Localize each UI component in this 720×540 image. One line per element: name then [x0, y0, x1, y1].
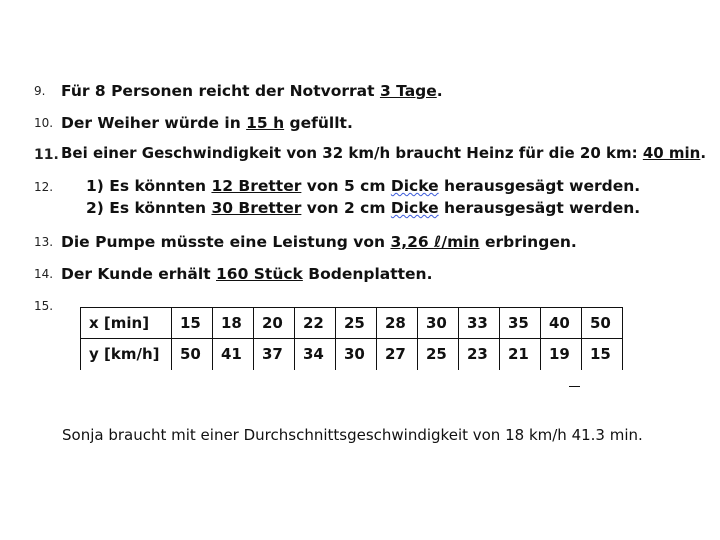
table-row-y [81, 339, 623, 370]
answer-text: herausgesägt werden. [438, 199, 641, 217]
answer-text: Der Weiher würde in [61, 114, 247, 132]
table-cell: 22 [295, 308, 336, 339]
answer-text: von 2 cm [301, 199, 391, 217]
table-cell: 15 [172, 308, 213, 339]
table-cell: 21 [500, 339, 541, 370]
answer-text: erbringen. [479, 233, 577, 251]
table-cell: 18 [213, 308, 254, 339]
answer-text: Der Kunde erhält [61, 265, 216, 283]
table-header-x: x [min] [81, 308, 172, 339]
answer-10 [61, 113, 353, 133]
answer-text: gefüllt. [284, 114, 353, 132]
table-cell: 35 [500, 308, 541, 339]
table-cell: 23 [459, 339, 500, 370]
item-number: 14. [34, 267, 54, 281]
table-cell: 50 [172, 339, 213, 370]
table-cell: 40 [541, 308, 582, 339]
answer-12-line-1 [86, 176, 640, 196]
answer-result: 3,26 ℓ/min [390, 233, 480, 251]
spellcheck-word: Dicke [390, 177, 439, 195]
answer-result: 15 h [246, 114, 285, 132]
item-number: 9. [34, 84, 46, 98]
table-header-y: y [km/h] [81, 339, 172, 370]
answer-text: herausgesägt werden. [438, 177, 641, 195]
answer-13 [61, 232, 577, 252]
answer-11 [61, 143, 706, 163]
answer-text: Die Pumpe müsste eine Leistung von [61, 233, 391, 251]
answer-12-line-2 [86, 198, 640, 218]
answer-text: . [700, 144, 707, 162]
table-cell: 15 [582, 339, 623, 370]
answer-text: Bei einer Geschwindigkeit von 32 km/h braucht Heinz für die 20 km: [61, 144, 643, 162]
table-cell: 37 [254, 339, 295, 370]
table-cell: 34 [295, 339, 336, 370]
spellcheck-word: Dicke [390, 199, 439, 217]
answer-text: 2) Es könnten [86, 199, 212, 217]
answer-14 [61, 264, 432, 284]
answer-text: . [436, 82, 443, 100]
item-number: 12. [34, 180, 54, 194]
item-number: 10. [34, 116, 54, 130]
answer-result: 12 Bretter [211, 177, 302, 195]
table-cell: 20 [254, 308, 295, 339]
table-cell: 50 [582, 308, 623, 339]
table-cell: 27 [377, 339, 418, 370]
item-number: 15. [34, 299, 54, 313]
table-cell: 19 [541, 339, 582, 370]
summary-text: Sonja braucht mit einer Durchschnittsgeschwindigkeit von 18 km/h 41.3 min. [62, 426, 643, 444]
table-cell: 25 [336, 308, 377, 339]
table-row-x [81, 308, 623, 339]
answer-result: 30 Bretter [211, 199, 302, 217]
answer-result: 40 min [642, 144, 701, 162]
item-number: 13. [34, 235, 54, 249]
stray-dash [569, 386, 580, 387]
answer-text: Für 8 Personen reicht der Notvorrat [61, 82, 380, 100]
value-table [80, 307, 623, 370]
table-cell: 25 [418, 339, 459, 370]
item-number: 11. [34, 147, 59, 163]
answer-result: 160 Stück [216, 265, 303, 283]
table-cell: 30 [336, 339, 377, 370]
table-cell: 41 [213, 339, 254, 370]
answer-text: von 5 cm [301, 177, 391, 195]
answer-text: Bodenplatten. [302, 265, 433, 283]
answer-result: 3 Tage [379, 82, 437, 100]
table-cell: 30 [418, 308, 459, 339]
answer-text: 1) Es könnten [86, 177, 212, 195]
table-cell: 33 [459, 308, 500, 339]
answer-9 [61, 81, 443, 101]
table-cell: 28 [377, 308, 418, 339]
